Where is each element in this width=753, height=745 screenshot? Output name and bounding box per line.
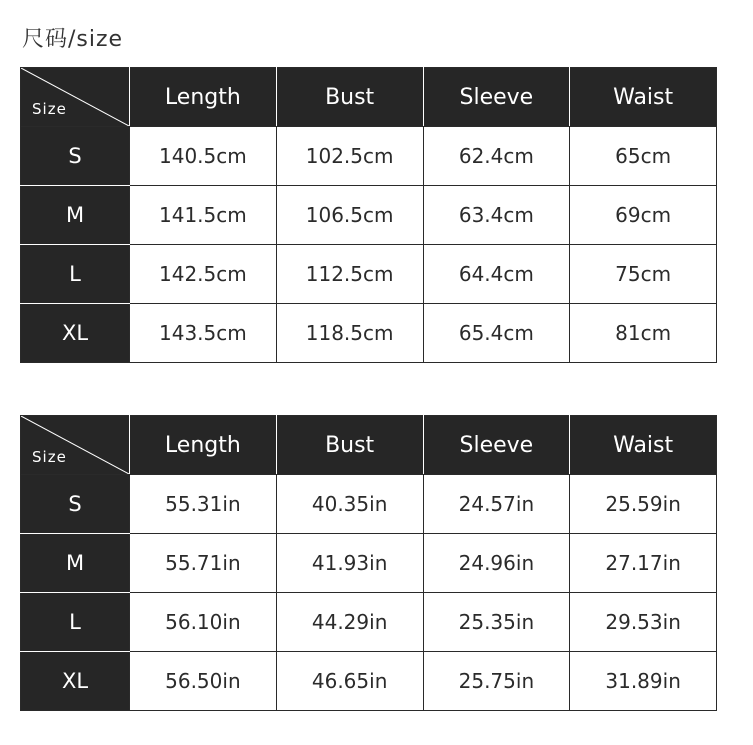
row-size-label: XL	[21, 652, 130, 711]
cell-sleeve: 63.4cm	[423, 186, 570, 245]
row-size-label: S	[21, 127, 130, 186]
cell-length: 140.5cm	[130, 127, 277, 186]
cell-sleeve: 62.4cm	[423, 127, 570, 186]
cell-waist: 69cm	[570, 186, 717, 245]
corner-cell	[21, 416, 130, 475]
cell-bust: 40.35in	[276, 475, 423, 534]
cell-waist: 81cm	[570, 304, 717, 363]
cell-bust: 118.5cm	[276, 304, 423, 363]
cell-waist: 29.53in	[570, 593, 717, 652]
corner-cell	[21, 68, 130, 127]
corner-label: Size	[32, 100, 67, 118]
cell-waist: 65cm	[570, 127, 717, 186]
cell-length: 143.5cm	[130, 304, 277, 363]
header-row	[21, 68, 717, 127]
row-size-label: L	[21, 593, 130, 652]
table-row	[21, 245, 717, 304]
column-header-sleeve: Sleeve	[423, 416, 570, 475]
page-title: 尺码/size	[22, 27, 124, 52]
size-table-in	[20, 415, 717, 711]
table-row	[21, 652, 717, 711]
cell-bust: 41.93in	[276, 534, 423, 593]
cell-length: 56.10in	[130, 593, 277, 652]
cell-bust: 46.65in	[276, 652, 423, 711]
cell-sleeve: 25.35in	[423, 593, 570, 652]
column-header-bust: Bust	[276, 68, 423, 127]
cell-length: 142.5cm	[130, 245, 277, 304]
cell-waist: 75cm	[570, 245, 717, 304]
corner-label: Size	[32, 448, 67, 466]
size-table-cm	[20, 67, 717, 363]
cell-bust: 106.5cm	[276, 186, 423, 245]
cell-waist: 27.17in	[570, 534, 717, 593]
cell-bust: 102.5cm	[276, 127, 423, 186]
cell-sleeve: 24.57in	[423, 475, 570, 534]
column-header-waist: Waist	[570, 416, 717, 475]
table-row	[21, 304, 717, 363]
table-row	[21, 127, 717, 186]
cell-length: 56.50in	[130, 652, 277, 711]
table-row	[21, 593, 717, 652]
column-header-length: Length	[130, 416, 277, 475]
cell-sleeve: 64.4cm	[423, 245, 570, 304]
row-size-label: M	[21, 534, 130, 593]
cell-length: 55.31in	[130, 475, 277, 534]
cell-sleeve: 25.75in	[423, 652, 570, 711]
column-header-bust: Bust	[276, 416, 423, 475]
table-row	[21, 186, 717, 245]
cell-waist: 25.59in	[570, 475, 717, 534]
header-row	[21, 416, 717, 475]
row-size-label: L	[21, 245, 130, 304]
cell-waist: 31.89in	[570, 652, 717, 711]
cell-length: 55.71in	[130, 534, 277, 593]
cell-sleeve: 65.4cm	[423, 304, 570, 363]
column-header-sleeve: Sleeve	[423, 68, 570, 127]
column-header-waist: Waist	[570, 68, 717, 127]
cell-length: 141.5cm	[130, 186, 277, 245]
column-header-length: Length	[130, 68, 277, 127]
cell-bust: 112.5cm	[276, 245, 423, 304]
row-size-label: M	[21, 186, 130, 245]
row-size-label: S	[21, 475, 130, 534]
cell-sleeve: 24.96in	[423, 534, 570, 593]
table-row	[21, 475, 717, 534]
cell-bust: 44.29in	[276, 593, 423, 652]
table-row	[21, 534, 717, 593]
row-size-label: XL	[21, 304, 130, 363]
